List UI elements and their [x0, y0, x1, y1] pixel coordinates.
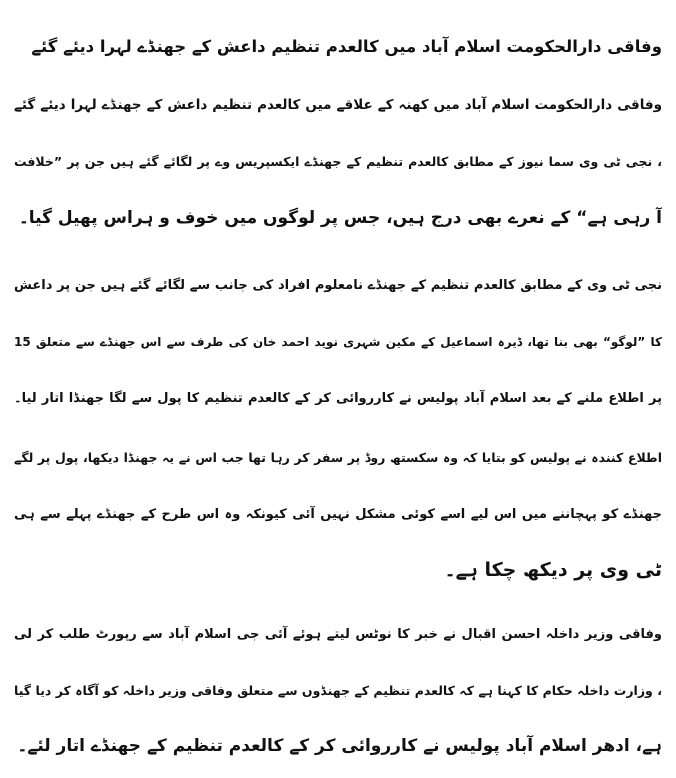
paragraph-line: پر اطلاع ملنے کے بعد اسلام آباد پولیس نے کارروائی کر کے کالعدم تنظیم کا پول سے لگا جھنڈا اتار لیا۔	[14, 391, 662, 406]
paragraph-line: آ رہی ہے“ کے نعرے بھی درج ہیں، جس پر لوگوں میں خوف و ہراس پھیل گیا۔	[18, 208, 662, 228]
paragraph-line: کا ”لوگو“ بھی بنا تھا، ڈیرہ اسماعیل کے مکین شہری نوید احمد خان کی طرف سے اس جھنڈے سے متعلق 15	[14, 335, 662, 349]
paragraph-line: نجی ٹی وی کے مطابق کالعدم تنظیم کے جھنڈے نامعلوم افراد کی جانب سے لگائے گئے ہیں جن پر داعش	[14, 278, 662, 293]
paragraph-line: جھنڈے کو پہچاننے میں اس لیے اسے کوئی مشکل نہیں آئی کیونکہ وہ اس طرح کے جھنڈے پہلے سے ہی	[14, 507, 662, 522]
paragraph-line: ، نجی ٹی وی سما نیوز کے مطابق کالعدم تنظیم کے جھنڈے ایکسپریس وے پر لگائے گئے ہیں جن پر ”خلافت	[14, 154, 662, 169]
paragraph-line: وفاقی دارالحکومت اسلام آباد میں کھنہ کے علاقے میں کالعدم تنظیم داعش کے جھنڈے لہرا دیئے گئے	[14, 97, 662, 113]
paragraph-line: وفاقی وزیر داخلہ احسن اقبال نے خبر کا نوٹس لیتے ہوئے آئی جی اسلام آباد سے رپورٹ طلب کر لی	[14, 627, 662, 642]
news-article	[14, 0, 662, 778]
paragraph-line: ، وزارت داخلہ حکام کا کہنا ہے کہ کالعدم تنظیم کے جھنڈوں سے متعلق وفاقی وزیر داخلہ کو آگاہ کر دیا گیا	[14, 683, 662, 698]
paragraph-line: ٹی وی پر دیکھ چکا ہے۔	[444, 559, 662, 581]
article-title: وفاقی دارالحکومت اسلام آباد میں کالعدم تنظیم داعش کے جھنڈے لہرا دیئے گئے	[31, 37, 662, 56]
paragraph-line: اطلاع کنندہ نے پولیس کو بتایا کہ وہ سکستھ روڈ پر سفر کر رہا تھا جب اس نے یہ جھنڈا دیکھا، پول پر لگے	[14, 450, 662, 465]
paragraph-line: ہے، ادھر اسلام آباد پولیس نے کارروائی کر کے کالعدم تنظیم کے جھنڈے اتار لئے۔	[17, 736, 662, 756]
